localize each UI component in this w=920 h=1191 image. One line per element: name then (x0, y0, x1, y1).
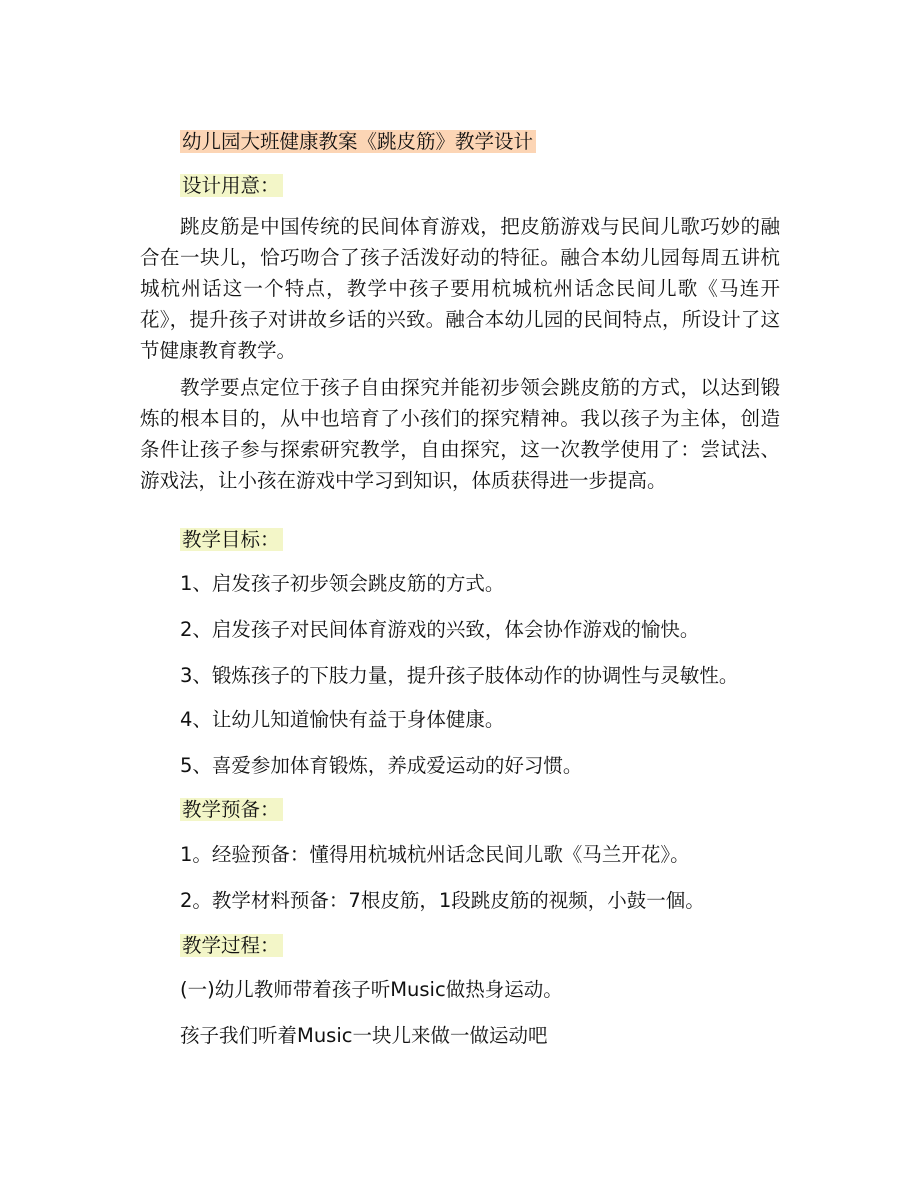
goal-item: 5、喜爱参加体育锻炼，养成爱运动的好习惯。 (180, 754, 583, 777)
section-heading-goals (180, 524, 283, 555)
document-title (180, 126, 536, 157)
paragraph-focus: 教学要点定位于孩子自由探究并能初步领会跳皮筋的方式，以达到锻炼的根本目的，从中也培育了小孩们的探究精神。我以孩子为主体，创造条件让孩子参与探索研究教学，自由探究，这一次教学使用了：尝试法、游戏法，让小孩在游戏中学习到知识，体质获得进一步提高。 (140, 376, 780, 492)
section-heading-prep (180, 794, 283, 825)
heading-text: 教学目标： (180, 528, 283, 551)
title-text: 幼儿园大班健康教案《跳皮筋》教学设计 (180, 130, 536, 153)
heading-text: 教学预备： (180, 798, 283, 821)
goal-item: 4、让幼儿知道愉快有益于身体健康。 (180, 708, 505, 731)
paragraph-intent: 跳皮筋是中国传统的民间体育游戏，把皮筋游戏与民间儿歌巧妙的融合在一块儿，恰巧吻合了孩子活泼好动的特征。融合本幼儿园每周五讲杭城杭州话这一个特点，教学中孩子要用杭城杭州话念民间儿歌《马连开花》，提升孩子对讲故乡话的兴致。融合本幼儿园的民间特点，所设计了这节健康教育教学。 (140, 215, 780, 362)
section-heading-process (180, 930, 283, 961)
goal-item: 1、启发孩子初步领会跳皮筋的方式。 (180, 572, 505, 595)
heading-text: 设计用意： (180, 174, 283, 197)
heading-text: 教学过程： (180, 934, 283, 957)
goal-item: 3、锻炼孩子的下肢力量，提升孩子肢体动作的协调性与灵敏性。 (180, 664, 739, 687)
prep-item: 1。经验预备：懂得用杭城杭州话念民间儿歌《马兰开花》。 (180, 843, 690, 866)
section-heading-intent (180, 170, 283, 201)
process-item: 孩子我们听着Music一块儿来做一做运动吧 (180, 1024, 548, 1047)
prep-item: 2。教学材料预备：7根皮筋，1段跳皮筋的视频，小鼓一個。 (180, 889, 705, 912)
goal-item: 2、启发孩子对民间体育游戏的兴致，体会协作游戏的愉快。 (180, 618, 700, 641)
process-item: (一)幼儿教师带着孩子听Music做热身运动。 (180, 978, 563, 1001)
